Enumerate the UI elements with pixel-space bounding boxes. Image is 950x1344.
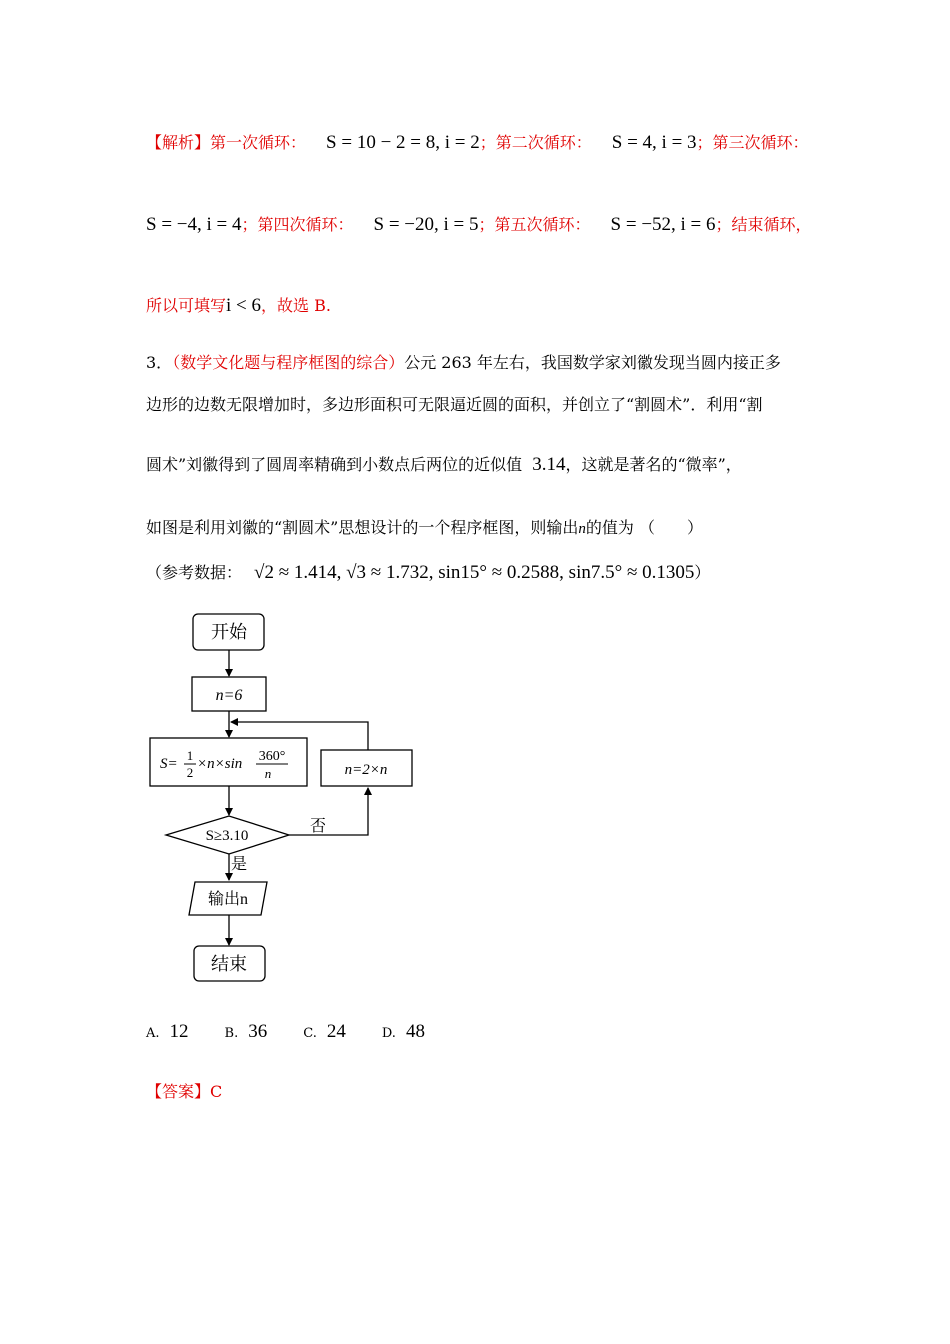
condition-label: S≥3.10 [205,828,249,844]
reference-label: （参考数据： [146,563,243,582]
formula-half-den: 2 [186,765,194,780]
question-text: 公元 263 年左右，我国数学家刘徽发现当圆内接正多 [404,353,781,372]
question-text: ，这就是著名的“微率”， [565,455,742,474]
update-process-box [321,750,412,786]
end-terminal [194,946,265,981]
answer-value: C [210,1082,223,1101]
output-label: 输出n [207,891,249,908]
formula-deg-den: n [264,766,272,781]
reference-data: √2 ≈ 1.414, √3 ≈ 1.732, sin15° ≈ 0.2588, sin7.5° ≈ 0.1305 [254,562,695,583]
math-expression: S = −52, i = 6 [610,214,716,235]
question-text: 如图是利用刘徽的“割圆术”思想设计的一个程序框图，则输出 [146,518,579,537]
analysis-text: ；结束循环， [715,215,812,234]
question-number: 3． [146,353,173,372]
condition-diamond [166,816,289,854]
math-expression: i < 6 [226,295,262,316]
update-label: n=2×n [344,762,388,778]
math-expression: S = −4, i = 4 [146,214,242,235]
init-label: n=6 [215,687,243,704]
option-d-letter: D. [381,1026,396,1041]
start-label: 开始 [211,622,247,642]
analysis-text: ；第五次循环： [478,215,591,234]
analysis-text: 所以可填写 [146,296,227,315]
math-expression: S = −20, i = 5 [373,214,479,235]
yes-label: 是 [231,856,248,873]
init-process-box [192,677,266,711]
formula-process-box [150,738,307,786]
question-line-1 [146,351,781,375]
math-expression: n [578,521,586,537]
reference-close: ） [694,563,711,582]
analysis-line-2 [146,213,812,237]
math-expression: S = 4, i = 3 [611,132,697,153]
analysis-text: ；第二次循环： [479,133,592,152]
question-line-5 [146,561,710,585]
question-tag: （数学文化题与程序框图的综合） [172,353,405,372]
no-label: 否 [310,818,327,835]
option-c-value: 24 [326,1021,346,1042]
analysis-line-1 [146,131,809,155]
formula-s: S= [160,756,178,772]
analysis-text: ；第三次循环： [696,133,809,152]
formula-half-num: 1 [186,748,194,763]
question-text: 边形的边数无限增加时，多边形面积可无限逼近圆的面积，并创立了“割圆术”．利用“割 [146,395,763,414]
formula-mid: ×n×sin [197,756,243,772]
output-parallelogram [189,882,267,915]
answer-line [146,1080,222,1104]
option-d-value: 48 [405,1021,425,1042]
formula-deg-num: 360° [258,749,286,764]
options-row [146,1020,425,1046]
analysis-text: ，故选 B. [261,296,331,315]
question-line-2 [146,393,763,417]
option-c-letter: C. [303,1026,317,1041]
analysis-line-3 [146,294,331,318]
question-line-4 [146,516,703,541]
analysis-text: 第一次循环： [210,133,307,152]
math-expression: S = 10 − 2 = 8, i = 2 [326,132,480,153]
option-a-letter: A. [146,1026,160,1041]
math-expression: 3.14 [532,454,566,475]
option-b-value: 36 [248,1021,268,1042]
option-b-letter: B. [224,1026,239,1041]
analysis-text: ；第四次循环： [241,215,354,234]
answer-label: 【答案】 [146,1082,211,1101]
start-terminal [193,614,264,650]
question-text: 圆术”刘徽得到了圆周率精确到小数点后两位的近似值 [146,455,523,474]
end-label: 结束 [211,954,247,974]
analysis-label: 【解析】 [146,133,211,152]
option-a-value: 12 [169,1021,189,1042]
question-line-3 [146,453,742,477]
question-text: 的值为 （ ） [585,518,703,537]
